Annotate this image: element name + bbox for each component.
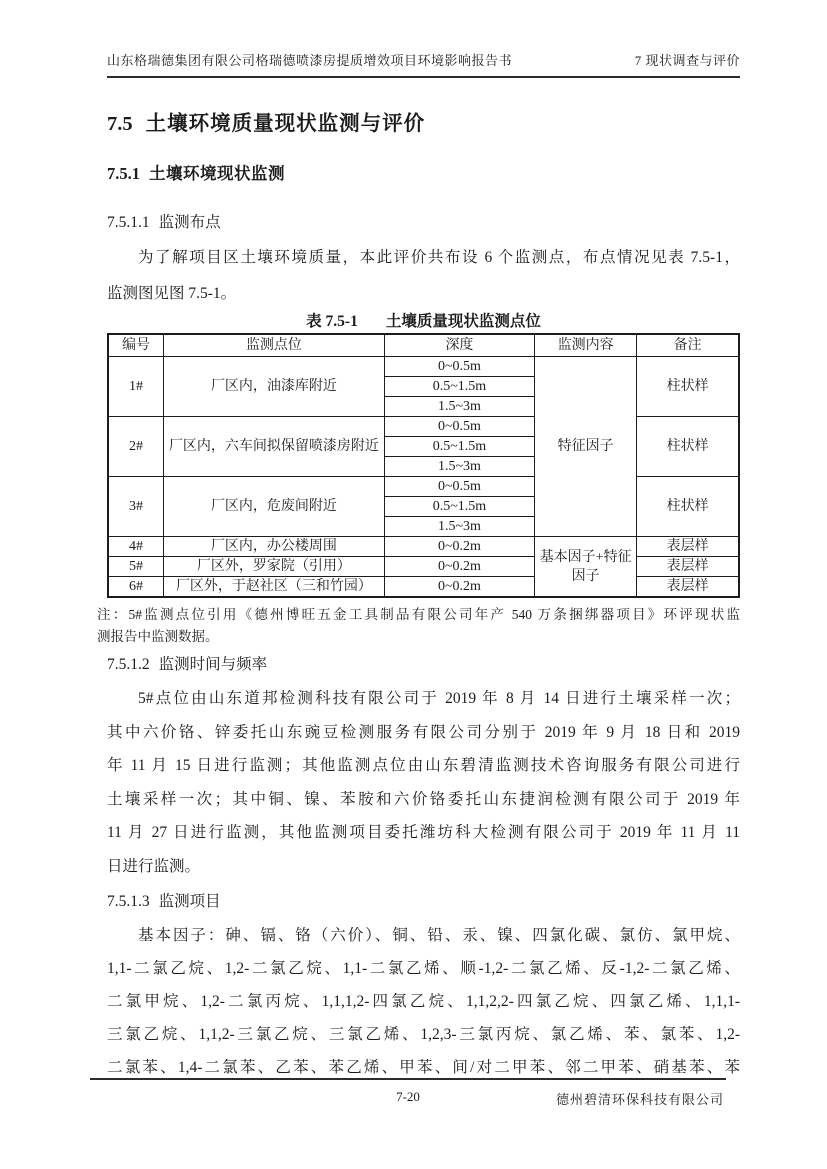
- cell-sample-type: 表层样: [637, 577, 739, 598]
- header-doc-title: 山东格瑞德集团有限公司格瑞德喷漆房提质增效项目环境影响报告书: [107, 53, 513, 68]
- cell-depth: 0~0.5m: [384, 417, 534, 437]
- section-heading-7-5: [107, 106, 740, 136]
- heading-number: 7.5.1: [107, 164, 140, 183]
- heading-number: 7.5.1.2: [107, 656, 150, 673]
- column-header-note: 备注: [637, 334, 739, 357]
- column-header-content: 监测内容: [535, 334, 637, 357]
- cell-sample-type: 表层样: [637, 537, 739, 557]
- section-heading-7-5-1-1: [107, 210, 740, 232]
- cell-depth: 0~0.2m: [384, 537, 534, 557]
- text-line: 年 11 月 15 日进行监测；其他监测点位由山东碧清监测技术咨询服务有限公司进行: [107, 757, 740, 774]
- cell-depth: 0~0.5m: [384, 357, 534, 377]
- cell-site: 厂区内，危废间附近: [164, 477, 385, 537]
- cell-point-id: 4#: [108, 537, 164, 557]
- cell-sample-type: 柱状样: [637, 417, 739, 477]
- heading-number: 7.5.1.3: [107, 893, 150, 910]
- cell-sample-type: 柱状样: [637, 357, 739, 417]
- text-line: 测报告中监测数据。: [97, 629, 219, 644]
- heading-text: 监测布点: [158, 214, 221, 231]
- column-header-site: 监测点位: [164, 334, 385, 357]
- cell-point-id: 1#: [108, 357, 164, 417]
- cell-sample-type: 柱状样: [637, 477, 739, 537]
- text-line: 监测图见图 7.5-1。: [107, 285, 237, 302]
- heading-text: 土壤环境质量现状监测与评价: [145, 113, 426, 135]
- column-header-depth: 深度: [384, 334, 534, 357]
- heading-text: 监测时间与频率: [158, 656, 268, 673]
- text-line: 1,1-二氯乙烷、1,2-二氯乙烷、1,1-二氯乙烯、顺-1,2-二氯乙烯、反-1,2-二氯乙烯、: [107, 960, 740, 977]
- monitoring-points-table: [107, 333, 740, 598]
- cell-depth: 0.5~1.5m: [384, 497, 534, 517]
- page-content: [97, 96, 740, 1084]
- cell-site: 厂区内，办公楼周围: [164, 537, 385, 557]
- text-line: 11 月 27 日进行监测，其他监测项目委托潍坊科大检测有限公司于 2019 年 11 月 11: [107, 824, 740, 841]
- table-row: [108, 417, 739, 437]
- text-line: 土壤采样一次；其中铜、镍、苯胺和六价铬委托山东捷润检测有限公司于 2019 年: [107, 790, 740, 808]
- heading-number: 7.5.1.1: [107, 214, 150, 231]
- table-caption: [107, 312, 740, 331]
- table-caption-label: 表 7.5-1: [306, 313, 358, 330]
- table-footnote: [97, 604, 740, 648]
- paragraph-monitoring-items: [107, 919, 740, 1084]
- cell-point-id: 6#: [108, 577, 164, 598]
- table-row: [108, 357, 739, 377]
- page-number: 7-20: [396, 1089, 420, 1104]
- text-line: 二氯甲烷、1,2-二氯丙烷、1,1,1,2-四氯乙烷、1,1,2,2-四氯乙烷、四氯乙烯、1,1,1-: [107, 993, 740, 1010]
- heading-text: 土壤环境现状监测: [149, 164, 285, 183]
- cell-sample-type: 表层样: [637, 557, 739, 577]
- cell-depth: 0.5~1.5m: [384, 377, 534, 397]
- table-header-row: [108, 334, 739, 357]
- cell-depth: 0~0.5m: [384, 477, 534, 497]
- page-header: [107, 50, 740, 78]
- section-heading-7-5-1-2: [107, 652, 740, 674]
- section-heading-7-5-1: [107, 160, 740, 184]
- text-line: 为了解项目区土壤环境质量，本此评价共布设 6 个监测点，布点情况见表 7.5-1，: [138, 249, 740, 266]
- section-heading-7-5-1-3: [107, 889, 740, 911]
- cell-depth: 1.5~3m: [384, 397, 534, 417]
- cell-monitor-content: 特征因子: [535, 357, 637, 537]
- text-line: 基本因子：砷、镉、铬（六价）、铜、铅、汞、镍、四氯化碳、氯仿、氯甲烷、: [138, 927, 740, 944]
- cell-point-id: 5#: [108, 557, 164, 577]
- text-line: 三氯乙烷、1,1,2-三氯乙烷、三氯乙烯、1,2,3-三氯丙烷、氯乙烯、苯、氯苯、1,2-: [107, 1026, 740, 1043]
- table-caption-title: 土壤质量现状监测点位: [385, 313, 541, 330]
- cell-depth: 1.5~3m: [384, 457, 534, 477]
- text-line: 二氯苯、1,4-二氯苯、乙苯、苯乙烯、甲苯、间/对二甲苯、邻二甲苯、硝基苯、苯: [107, 1059, 740, 1076]
- text-line: 日进行监测。: [107, 857, 201, 875]
- cell-site: 厂区内，六车间拟保留喷漆房附近: [164, 417, 385, 477]
- text-line: 5#点位由山东道邦检测科技有限公司于 2019 年 8 月 14 日进行土壤采样一次；: [138, 690, 740, 707]
- table-row: [108, 477, 739, 497]
- header-chapter-label: 7 现状调查与评价: [634, 53, 740, 68]
- cell-depth: 0~0.2m: [384, 557, 534, 577]
- cell-site: 厂区外，于赵社区（三和竹园）: [164, 577, 385, 598]
- table-row: [108, 577, 739, 598]
- cell-depth: 1.5~3m: [384, 517, 534, 537]
- table-row: [108, 537, 739, 557]
- footer-company: 德州碧清环保科技有限公司: [555, 1092, 724, 1107]
- text-line: 注：5#监测点位引用《德州博旺五金工具制品有限公司年产 540 万条捆绑器项目》环评现状监: [97, 607, 740, 622]
- cell-monitor-content: 基本因子+特征因子: [535, 537, 637, 598]
- cell-point-id: 3#: [108, 477, 164, 537]
- column-header-id: 编号: [108, 334, 164, 357]
- paragraph-intro: [107, 240, 740, 312]
- table-row: [108, 557, 739, 577]
- heading-text: 监测项目: [158, 893, 221, 910]
- text-line: 其中六价铬、锌委托山东豌豆检测服务有限公司分别于 2019 年 9 月 18 日和 2019: [107, 723, 740, 741]
- cell-site: 厂区外，罗家院（引用）: [164, 557, 385, 577]
- page-footer: [90, 1078, 726, 1120]
- cell-depth: 0~0.2m: [384, 577, 534, 598]
- cell-depth: 0.5~1.5m: [384, 437, 534, 457]
- cell-point-id: 2#: [108, 417, 164, 477]
- cell-site: 厂区内，油漆库附近: [164, 357, 385, 417]
- paragraph-monitoring-time: [107, 682, 740, 883]
- heading-number: 7.5: [107, 113, 133, 135]
